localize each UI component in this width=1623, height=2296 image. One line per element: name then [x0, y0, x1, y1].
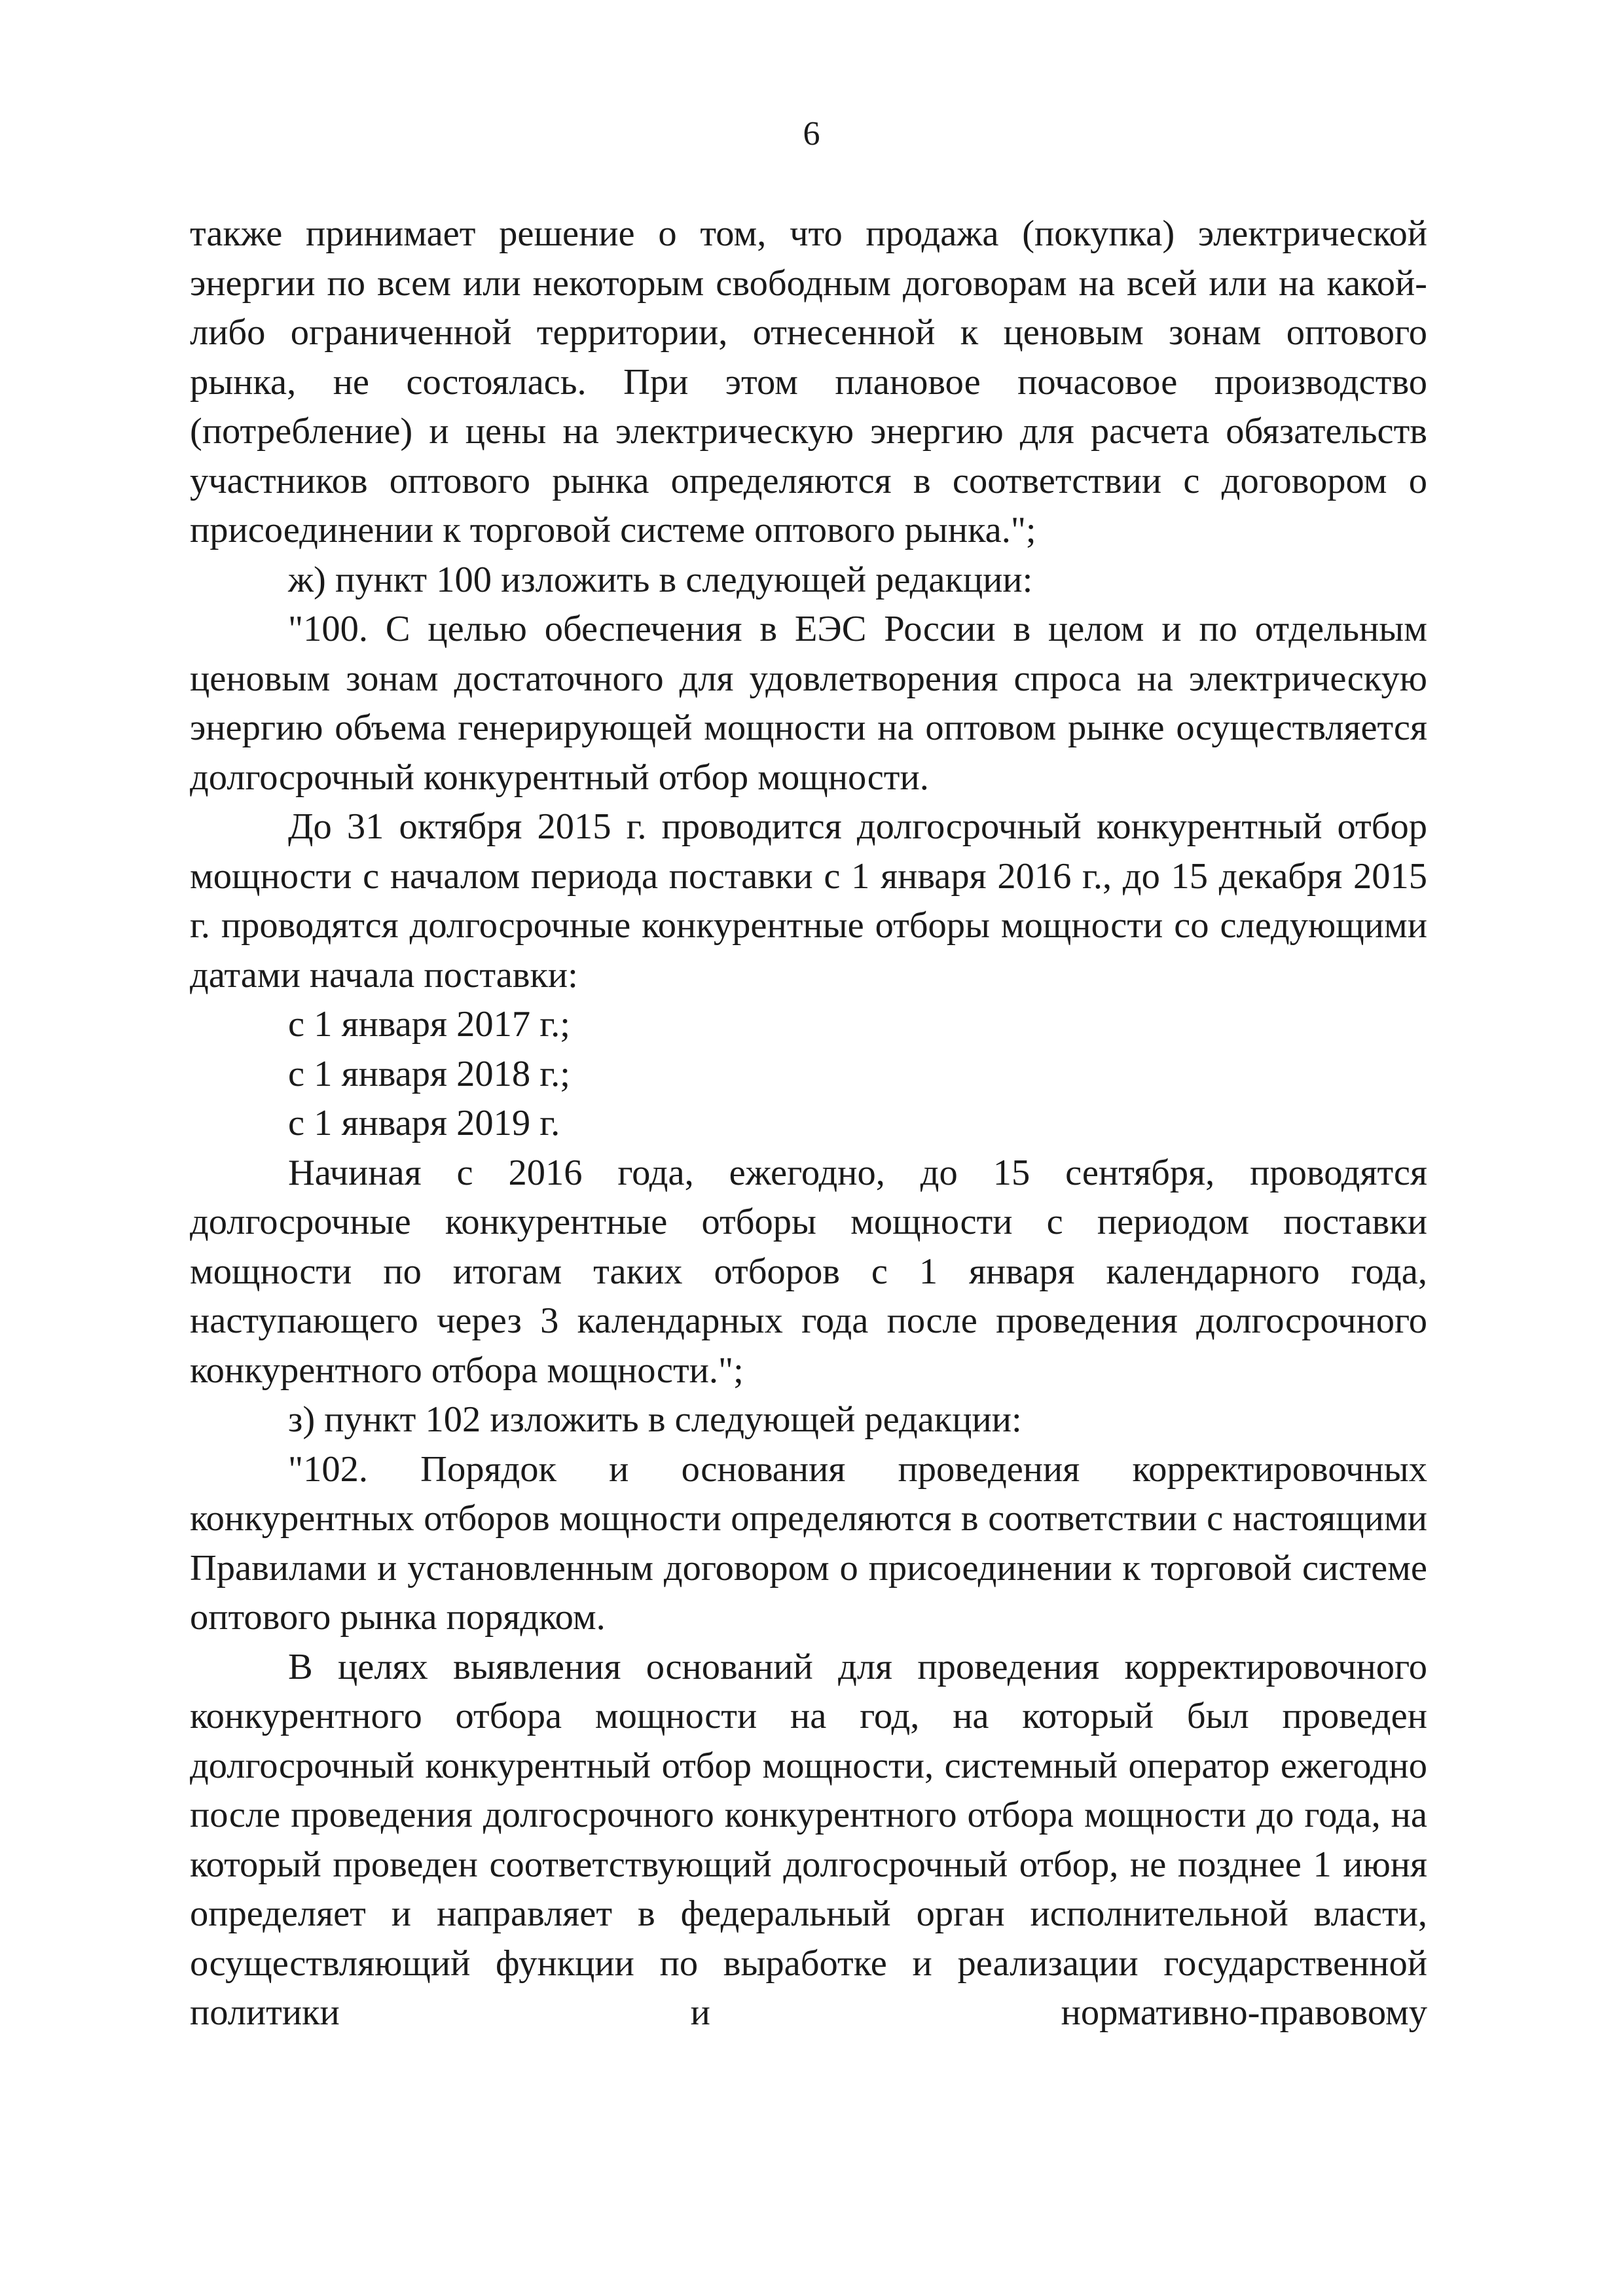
document-body	[190, 209, 1427, 2038]
paragraph-continuation: также принимает решение о том, что продажа (покупка) электрической энергии по всем или некоторым свободным договорам на всей или на какой-либо ограниченной территории, отнесенной к ценовым зонам оптового рынка, не состоялась. При этом плановое почасовое производство (потребление) и цены на электрическую энергию для расчета обязательств участников оптового рынка определяются в соответствии с договором о присоединении к торговой системе оптового рынка.";	[190, 213, 1427, 550]
paragraph-item-z: з) пункт 102 изложить в следующей редакции:	[288, 1399, 1022, 1440]
paragraph-point-100: "100. С целью обеспечения в ЕЭС России в целом и по отдельным ценовым зонам достаточного для удовлетворения спроса на электрическую энергию объема генерирующей мощности на оптовом рынке осуществляется долгосрочный конкурентный отбор мощности.	[190, 609, 1427, 798]
date-list-item: с 1 января 2019 г.	[288, 1103, 560, 1143]
date-list-item: с 1 января 2017 г.;	[288, 1004, 570, 1045]
paragraph-annual-selection: Начиная с 2016 года, ежегодно, до 15 сентября, проводятся долгосрочные конкурентные отборы мощности с периодом поставки мощности по итогам таких отборов с 1 января календарного года, наступающего через 3 календарных года после проведения долгосрочного конкурентного отбора мощности.";	[190, 1152, 1427, 1391]
paragraph-point-102: "102. Порядок и основания проведения корректировочных конкурентных отборов мощности определяются в соответствии с настоящими Правилами и установленным договором о присоединении к торговой системе оптового рынка порядком.	[190, 1448, 1427, 1638]
paragraph-deadline-2015: До 31 октября 2015 г. проводится долгосрочный конкурентный отбор мощности с началом периода поставки с 1 января 2016 г., до 15 декабря 2015 г. проводятся долгосрочные конкурентные отборы мощности со следующими датами начала поставки:	[190, 806, 1427, 996]
paragraph-item-zh: ж) пункт 100 изложить в следующей редакции:	[288, 559, 1033, 600]
date-list-item: с 1 января 2018 г.;	[288, 1053, 570, 1094]
paragraph-correction-grounds: В целях выявления оснований для проведения корректировочного конкурентного отбора мощности на год, на который был проведен долгосрочный конкурентный отбор мощности, системный оператор ежегодно после проведения долгосрочного конкурентного отбора мощности до года, на который проведен соответствующий долгосрочный отбор, не позднее 1 июня определяет и направляет в федеральный орган исполнительной власти, осуществляющий функции по выработке и реализации государственной политики и нормативно-правовому	[190, 1646, 1427, 2033]
page-number: 6	[803, 115, 820, 152]
